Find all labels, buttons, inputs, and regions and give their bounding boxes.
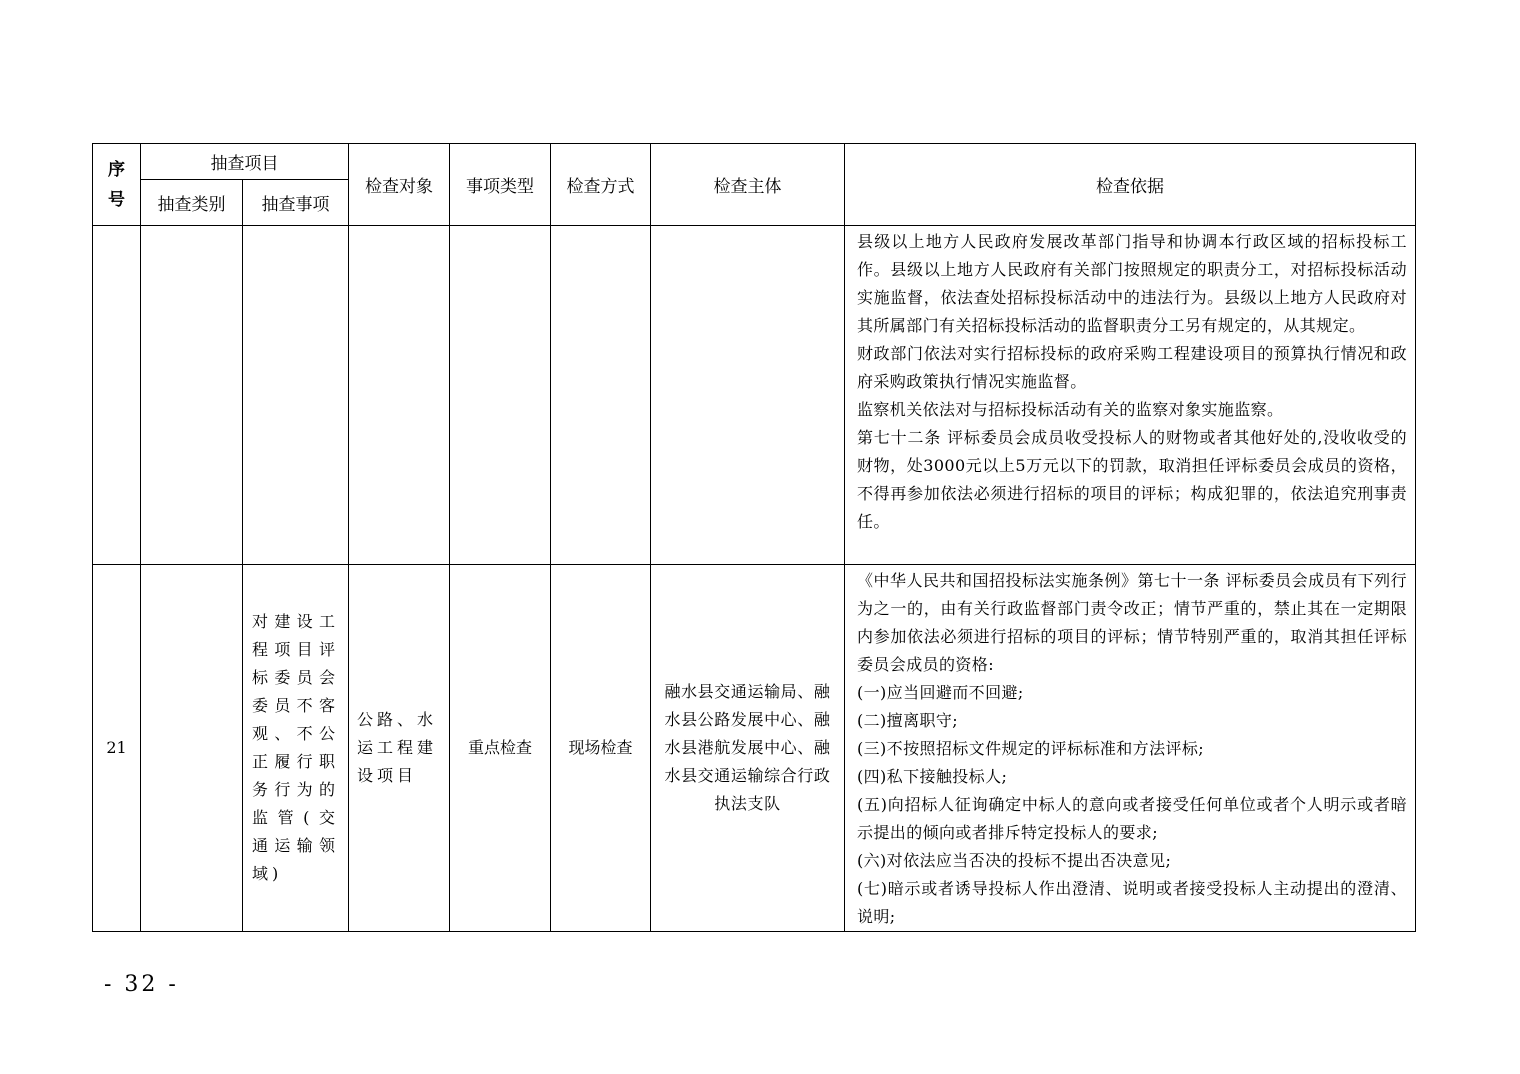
cell-object: [349, 565, 450, 932]
basis-paragraph: 第七十二条 评标委员会成员收受投标人的财物或者其他好处的,没收收受的财物，处3000元以上5万元以下的罚款，取消担任评标委员会成员的资格，不得再参加依法必须进行招标的项目的评标；构成犯罪的，依法追究刑事责任。: [857, 428, 1407, 531]
cell-method: 现场检查: [551, 565, 651, 932]
cell-subject: [651, 226, 845, 565]
table-row: [93, 565, 1416, 932]
object-text: 公路、水运工程建设项目: [357, 710, 438, 785]
basis-paragraph: 财政部门依法对实行招标投标的政府采购工程建设项目的预算执行情况和政府采购政策执行情况实施监督。: [857, 344, 1407, 391]
cell-basis: [845, 226, 1416, 565]
header-inspection-method: 检查方式: [551, 144, 651, 226]
header-matter-type: 事项类型: [450, 144, 551, 226]
cell-matter: [243, 226, 349, 565]
basis-paragraph: (二)擅离职守;: [857, 711, 959, 730]
cell-matter-type: 重点检查: [450, 565, 551, 932]
cell-matter: [243, 565, 349, 932]
basis-paragraph: (三)不按照招标文件规定的评标标准和方法评标;: [857, 739, 1205, 758]
basis-paragraph: 县级以上地方人民政府发展改革部门指导和协调本行政区域的招标投标工作。县级以上地方人民政府有关部门按照规定的职责分工，对招标投标活动实施监督，依法查处招标投标活动中的违法行为。县级以上地方人民政府对其所属部门有关招标投标活动的监督职责分工另有规定的，从其规定。: [857, 232, 1407, 335]
basis-paragraph: (四)私下接触投标人;: [857, 767, 1008, 786]
header-inspection-object: 检查对象: [349, 144, 450, 226]
header-spot-check-category: 抽查类别: [141, 180, 243, 226]
basis-paragraph: (七)暗示或者诱导投标人作出澄清、说明或者接受投标人主动提出的澄清、说明;: [857, 879, 1407, 926]
cell-category: [141, 565, 243, 932]
header-seq-char-1: 序: [108, 159, 125, 180]
basis-paragraph: (五)向招标人征询确定中标人的意向或者接受任何单位或者个人明示或者暗示提出的倾向或者排斥特定投标人的要求;: [857, 795, 1407, 842]
header-spot-check-item: 抽查项目: [141, 144, 349, 180]
header-seq-char-2: 号: [108, 189, 125, 210]
cell-seq: [93, 226, 141, 565]
subject-text: 融水县交通运输局、融水县公路发展中心、融水县港航发展中心、融水县交通运输综合行政执法支队: [664, 682, 831, 813]
cell-basis: [845, 565, 1416, 932]
basis-paragraph: 《中华人民共和国招投标法实施条例》第七十一条 评标委员会成员有下列行为之一的，由有关行政监督部门责令改正；情节严重的，禁止其在一定期限内参加依法必须进行招标的项目的评标；情节特别严重的，取消其担任评标委员会成员的资格:: [857, 571, 1407, 674]
page-number: - 32 -: [104, 972, 179, 997]
header-spot-check-matter: 抽查事项: [243, 180, 349, 226]
table-row: [93, 226, 1416, 565]
cell-category: [141, 226, 243, 565]
cell-subject: [651, 565, 845, 932]
basis-paragraph: (六)对依法应当否决的投标不提出否决意见;: [857, 851, 1172, 870]
basis-paragraph: 监察机关依法对与招标投标活动有关的监察对象实施监察。: [857, 400, 1284, 419]
header-inspection-subject: 检查主体: [651, 144, 845, 226]
inspection-table: [92, 143, 1416, 932]
header-seq: [93, 144, 141, 226]
cell-object: [349, 226, 450, 565]
matter-text: 对建设工程项目评标委员会委员不客观、不公正履行职务行为的监管(交通运输领域): [252, 612, 339, 883]
header-inspection-basis: 检查依据: [845, 144, 1416, 226]
cell-method: [551, 226, 651, 565]
basis-paragraph: (一)应当回避而不回避;: [857, 683, 1024, 702]
cell-matter-type: [450, 226, 551, 565]
cell-seq: 21: [93, 565, 141, 932]
